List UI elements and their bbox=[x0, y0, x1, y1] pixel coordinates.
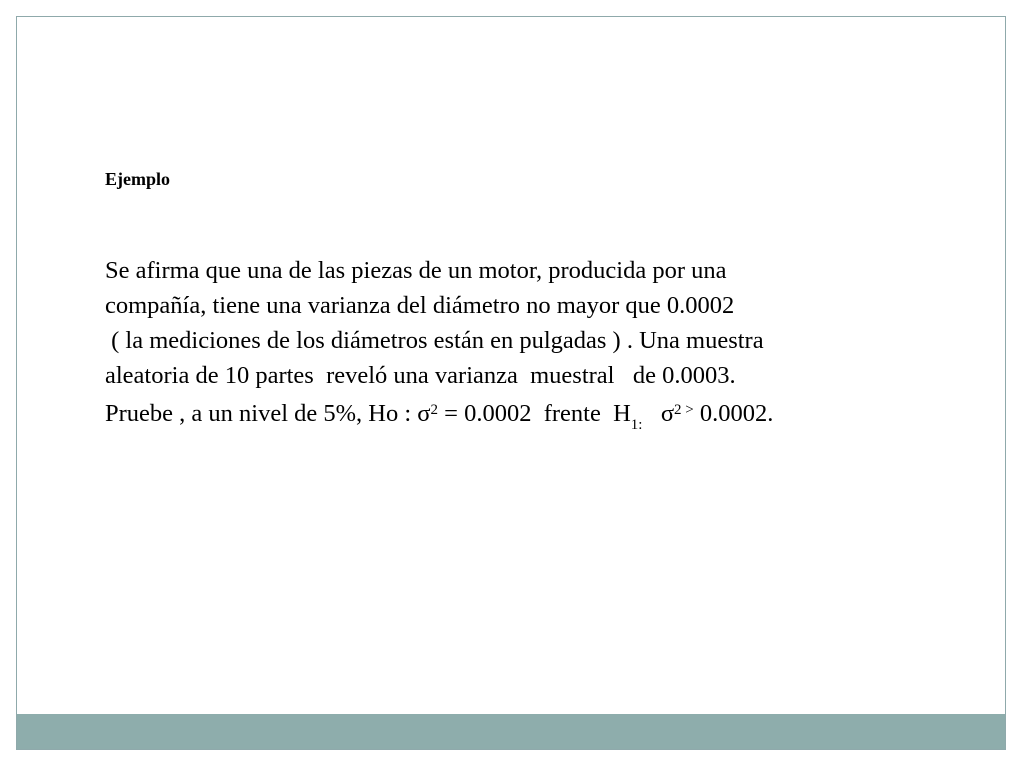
footer-bar bbox=[17, 714, 1005, 749]
line5-text-4: 0.0002. bbox=[693, 400, 774, 427]
problem-line-4: aleatoria de 10 partes reveló una varianza muestral de 0.0003. bbox=[105, 362, 736, 389]
problem-line-5 bbox=[105, 393, 985, 443]
sigma-exponent-1: 2 bbox=[430, 402, 439, 418]
problem-line-3: ( la mediciones de los diámetros están en pulgadas ) . Una muestra bbox=[105, 327, 764, 354]
sigma-exponent-2: 2 > bbox=[674, 402, 694, 418]
problem-line-1: Se afirma que una de las piezas de un motor, producida por una bbox=[105, 257, 727, 284]
h1-subscript: 1: bbox=[630, 417, 643, 433]
problem-statement bbox=[105, 253, 985, 443]
line5-text-1: Pruebe , a un nivel de 5%, Ho : σ bbox=[105, 400, 431, 427]
problem-line-2: compañía, tiene una varianza del diámetro no mayor que 0.0002 bbox=[105, 292, 735, 319]
line5-text-2: = 0.0002 frente H bbox=[438, 400, 631, 427]
line5-text-3: σ bbox=[642, 400, 675, 427]
heading: Ejemplo bbox=[105, 169, 170, 189]
slide bbox=[16, 16, 1006, 750]
